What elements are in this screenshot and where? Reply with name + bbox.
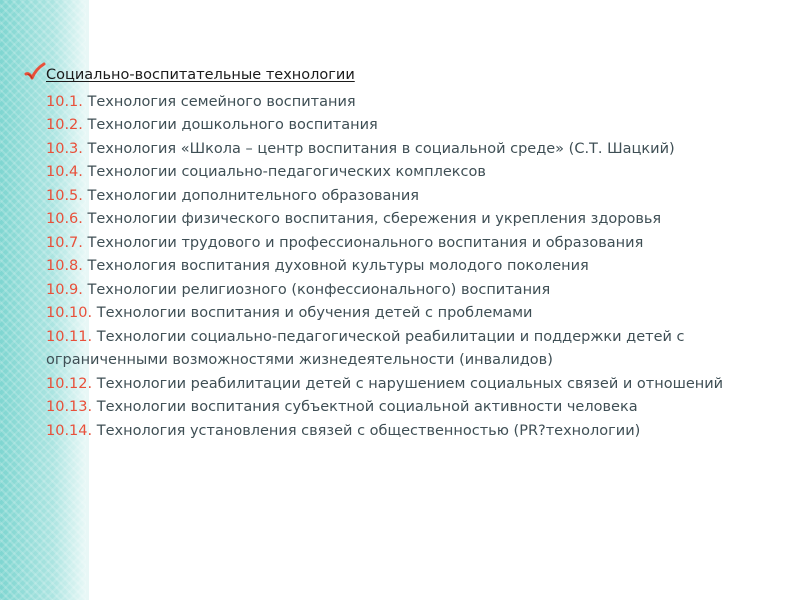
list-item: [46, 91, 764, 115]
list-item-text: Технологии дошкольного воспитания: [82, 117, 378, 133]
list-item-text: Технологии социально-педагогической реабилитации и поддержки детей с ограниченными возможностями жизнедеятельности (инвалидов): [46, 328, 685, 368]
list-item-text: Технологии трудового и профессионального воспитания и образования: [82, 234, 644, 251]
list-item-number: 10.7.: [46, 234, 83, 251]
list-item-text: Технология «Школа – центр воспитания в социальной среде» (С.Т. Шацкий): [82, 140, 675, 157]
list-item-text: Технологии физического воспитания, сбережения и укрепления здоровья: [82, 211, 662, 227]
list-item-number: 10.10.: [46, 305, 93, 321]
list-item: [46, 279, 764, 303]
list-item-number: 10.14.: [46, 422, 93, 439]
technology-list: [24, 91, 764, 444]
list-item-text: Технология установления связей с общественностью (PR?технологии): [92, 422, 641, 439]
list-item-number: 10.6.: [46, 211, 83, 227]
list-item: [46, 161, 764, 185]
list-item: [46, 302, 764, 326]
list-item-number: 10.3.: [46, 140, 83, 157]
list-item-text: Технологии воспитания и обучения детей с проблемами: [92, 305, 533, 321]
list-item-text: Технологии дополнительного образования: [82, 187, 420, 204]
list-item: [46, 185, 764, 209]
list-item-text: Технологии социально-педагогических комплексов: [82, 164, 486, 180]
list-item-number: 10.5.: [46, 187, 83, 204]
list-item-text: Технология воспитания духовной культуры молодого поколения: [82, 258, 589, 274]
list-item-text: Технологии воспитания субъектной социальной активности человека: [92, 399, 638, 415]
list-item-number: 10.8.: [46, 258, 83, 274]
list-item: [46, 255, 764, 279]
slide-heading: [24, 64, 764, 88]
list-item: [46, 420, 764, 444]
list-item-number: 10.12.: [46, 375, 93, 392]
list-item-text: Технологии религиозного (конфессионального) воспитания: [82, 281, 551, 298]
list-item-number: 10.9.: [46, 281, 83, 298]
list-item: [46, 138, 764, 162]
list-item-text: Технология семейного воспитания: [82, 93, 356, 110]
list-item: [46, 373, 764, 397]
list-item-number: 10.13.: [46, 399, 93, 415]
list-item: [46, 232, 764, 256]
checkmark-icon: [24, 62, 46, 84]
list-item: [46, 208, 764, 232]
list-item: [46, 326, 764, 373]
slide-heading-text: Социально-воспитательные технологии: [46, 67, 355, 83]
list-item-number: 10.1.: [46, 93, 83, 110]
list-item-number: 10.4.: [46, 164, 83, 180]
slide-content: [24, 64, 764, 443]
list-item: [46, 114, 764, 138]
list-item-number: 10.11.: [46, 328, 93, 345]
list-item: [46, 396, 764, 420]
list-item-text: Технологии реабилитации детей с нарушением социальных связей и отношений: [92, 375, 724, 392]
list-item-number: 10.2.: [46, 117, 83, 133]
